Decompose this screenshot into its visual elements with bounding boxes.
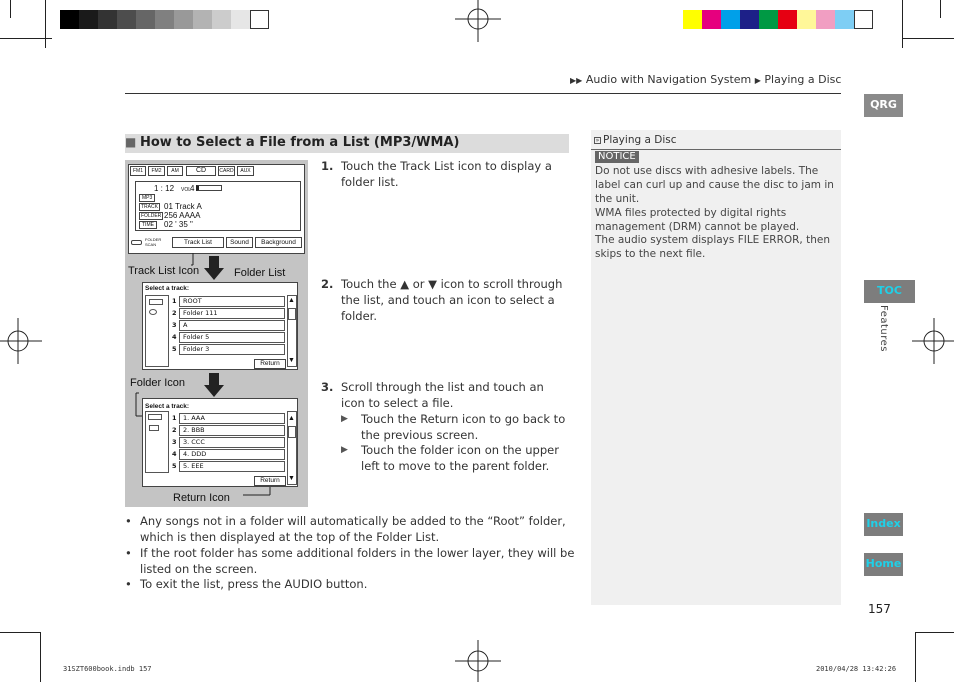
track-row[interactable]: 4. DDD [179,449,285,460]
substep-return [341,411,569,443]
scroll-up-icon[interactable]: ▲ [288,297,295,304]
gray-swatch [60,10,79,29]
track-tag: TRACK [141,204,158,210]
drm-note: WMA files protected by digital rights management (DRM) cannot be played. [595,207,800,233]
gray-swatch [193,10,212,29]
crop-mark [940,0,941,18]
parent-folder-icon[interactable] [149,299,163,305]
bullet-text: If the root folder has some additional folders in the lower layer, they will be listed on the screen. [140,546,575,576]
footer-datetime: 2010/04/28 13:42:26 [816,665,897,673]
bullet-text: To exit the list, press the AUDIO button. [140,577,368,591]
step-2 [321,276,571,324]
folder-line: 256 AAAA [164,211,201,220]
track-list-header: Select a track: [145,403,190,410]
step-text: Touch the Track List icon to display a folder list. [341,159,552,189]
source-button-fm1[interactable]: FM1 [130,166,146,176]
substep-arrow: ▶ [341,445,348,455]
crop-mark [902,38,954,39]
track-row[interactable]: 2. BBB [179,425,285,436]
crop-mark [0,632,40,633]
bullet-lower-layer [125,545,575,577]
home-tab[interactable]: Home [864,553,903,576]
crop-mark [915,632,916,682]
index-tab[interactable]: Index [864,513,903,536]
gray-swatch [117,10,136,29]
source-button-card[interactable]: CARD [219,168,234,174]
return-button[interactable]: Return [254,476,286,486]
folder-row[interactable]: A [179,320,285,331]
sidebar-title[interactable]: Playing a Disc [603,134,677,146]
source-button-aux[interactable]: AUX [237,166,254,176]
note-icon: » [595,137,600,144]
crop-mark [45,0,46,48]
gray-swatch [231,10,250,29]
scroll-thumb[interactable] [288,308,296,320]
registration-mark [455,640,501,682]
mp3-tag: MP3 [139,194,155,202]
time-tag: TIME [139,221,157,229]
scroll-thumb[interactable] [288,426,296,438]
callout-track-list-icon: Track List Icon [128,265,200,277]
folder-list-screen [142,282,298,370]
crop-mark [40,632,41,682]
color-swatch [854,10,873,29]
crop-mark [915,632,954,633]
substep-text: Touch the Return icon to go back to the previous screen. [361,412,566,442]
track-row-number: 4 [172,450,177,458]
folder-row[interactable]: Folder 5 [179,332,285,343]
folder-row-number: 2 [172,309,177,317]
substep-text: Touch the folder icon on the upper left to move to the parent folder. [361,443,559,473]
gray-swatch [250,10,269,29]
track-row-number: 3 [172,438,177,446]
folder-icon[interactable] [149,425,159,431]
return-button[interactable]: Return [254,359,286,369]
section-marker: ■ [125,135,137,149]
gray-swatch [174,10,193,29]
notice-badge: NOTICE [595,151,639,163]
folder-row-number: 5 [172,345,177,353]
folder-tree-panel [145,295,169,367]
track-row[interactable]: 5. EEE [179,461,285,472]
source-button-cd[interactable]: CD [186,166,216,176]
gray-swatch [79,10,98,29]
track-scrollbar[interactable] [287,411,297,485]
breadcrumb-separator: ▶ [754,76,761,85]
time-line: 02 ' 35 " [164,220,193,229]
registration-mark [0,318,42,364]
breadcrumb [570,73,841,86]
crop-mark [902,0,903,48]
color-swatch [778,10,797,29]
track-row-number: 1 [172,414,177,422]
breadcrumb-section-link[interactable]: Audio with Navigation System [585,73,752,86]
file-error-note: The audio system displays FILE ERROR, then skips to the next file. [595,234,830,260]
color-swatch [835,10,854,29]
step-number: 3. [321,380,334,394]
color-swatch [721,10,740,29]
folder-row[interactable]: Folder 3 [179,344,285,355]
bullet-root-folder [125,513,575,545]
step-number: 2. [321,277,334,291]
bullet-dot: • [125,577,132,591]
track-row[interactable]: 3. CCC [179,437,285,448]
color-swatch [702,10,721,29]
disc-icon [149,309,157,315]
source-button-fm2[interactable]: FM2 [148,166,165,176]
vol-value: 4 [190,184,195,193]
vol-label: VOL [181,187,192,193]
parent-folder-icon[interactable] [148,414,162,420]
step-text: Scroll through the list and touch an icon to select a file. [341,380,544,410]
callout-folder-icon: Folder Icon [130,377,186,389]
scroll-up-icon[interactable]: ▲ [288,415,295,422]
track-list-screen [142,398,298,487]
footer-file: 31SZT600book.indb 157 [63,665,152,673]
folder-row-number: 4 [172,333,177,341]
color-swatch [816,10,835,29]
registration-mark [912,318,954,364]
gray-swatch [136,10,155,29]
bullet-dot: • [125,514,132,528]
bullet-exit [125,576,575,592]
callout-folder-list: Folder List [234,267,286,279]
bullet-dot: • [125,546,132,560]
folder-count: 1 : 12 [154,184,175,193]
track-line: 01 Track A [164,202,202,211]
step-3 [321,379,571,411]
breadcrumb-arrows: ▶▶ [570,76,583,85]
step-1 [321,158,571,190]
notice-text: Do not use discs with adhesive labels. The label can curl up and cause the disc to jam in the unit. [595,165,834,205]
step-text: Touch the ▲ or ▼ icon to scroll through the list, and touch an icon to select a folder. [341,277,563,323]
sidebar-title-bar [591,133,841,150]
folder-tag: FOLDER [141,213,162,219]
sidebar-notes [591,130,841,605]
sound-button[interactable]: Sound [226,237,253,248]
folder-row-number: 1 [172,297,177,305]
folder-row[interactable]: Folder 111 [179,308,285,319]
section-title: How to Select a File from a List (MP3/WMA) [140,135,460,150]
color-swatch [797,10,816,29]
folder-tree-panel [145,411,169,473]
crop-mark [10,0,11,18]
header-rule [125,93,841,94]
substep-parent-folder [341,442,569,474]
step-number: 1. [321,159,334,173]
track-row-number: 5 [172,462,177,470]
crop-mark [0,38,52,39]
substep-arrow: ▶ [341,414,348,424]
registration-mark [455,0,501,44]
section-title-bar [125,134,569,153]
toc-tab[interactable]: TOC [864,280,915,303]
color-swatch [683,10,702,29]
callout-return-icon: Return Icon [173,492,230,504]
scroll-down-icon[interactable]: ▼ [288,475,295,482]
folder-row[interactable]: ROOT [179,296,285,307]
track-row[interactable]: 1. AAA [179,413,285,424]
folder-scan-label: FOLDER SCAN [145,237,162,247]
page-number: 157 [868,602,891,616]
track-row-number: 2 [172,426,177,434]
source-button-am[interactable]: AM [167,166,183,176]
scroll-down-icon[interactable]: ▼ [288,357,295,364]
folder-list-header: Select a track: [145,285,190,292]
gray-swatch [155,10,174,29]
breadcrumb-page: Playing a Disc [764,73,842,86]
gray-swatch [212,10,231,29]
bullet-text: Any songs not in a folder will automatically be added to the “Root” folder, which is then displayed at the top of the Folder List. [140,514,566,544]
background-button[interactable]: Background [255,237,302,248]
color-swatch [740,10,759,29]
color-swatch [759,10,778,29]
features-side-label: Features [878,305,889,352]
track-list-button[interactable]: Track List [172,237,224,248]
gray-swatch [98,10,117,29]
folder-row-number: 3 [172,321,177,329]
qrg-tab[interactable]: QRG [864,94,903,117]
